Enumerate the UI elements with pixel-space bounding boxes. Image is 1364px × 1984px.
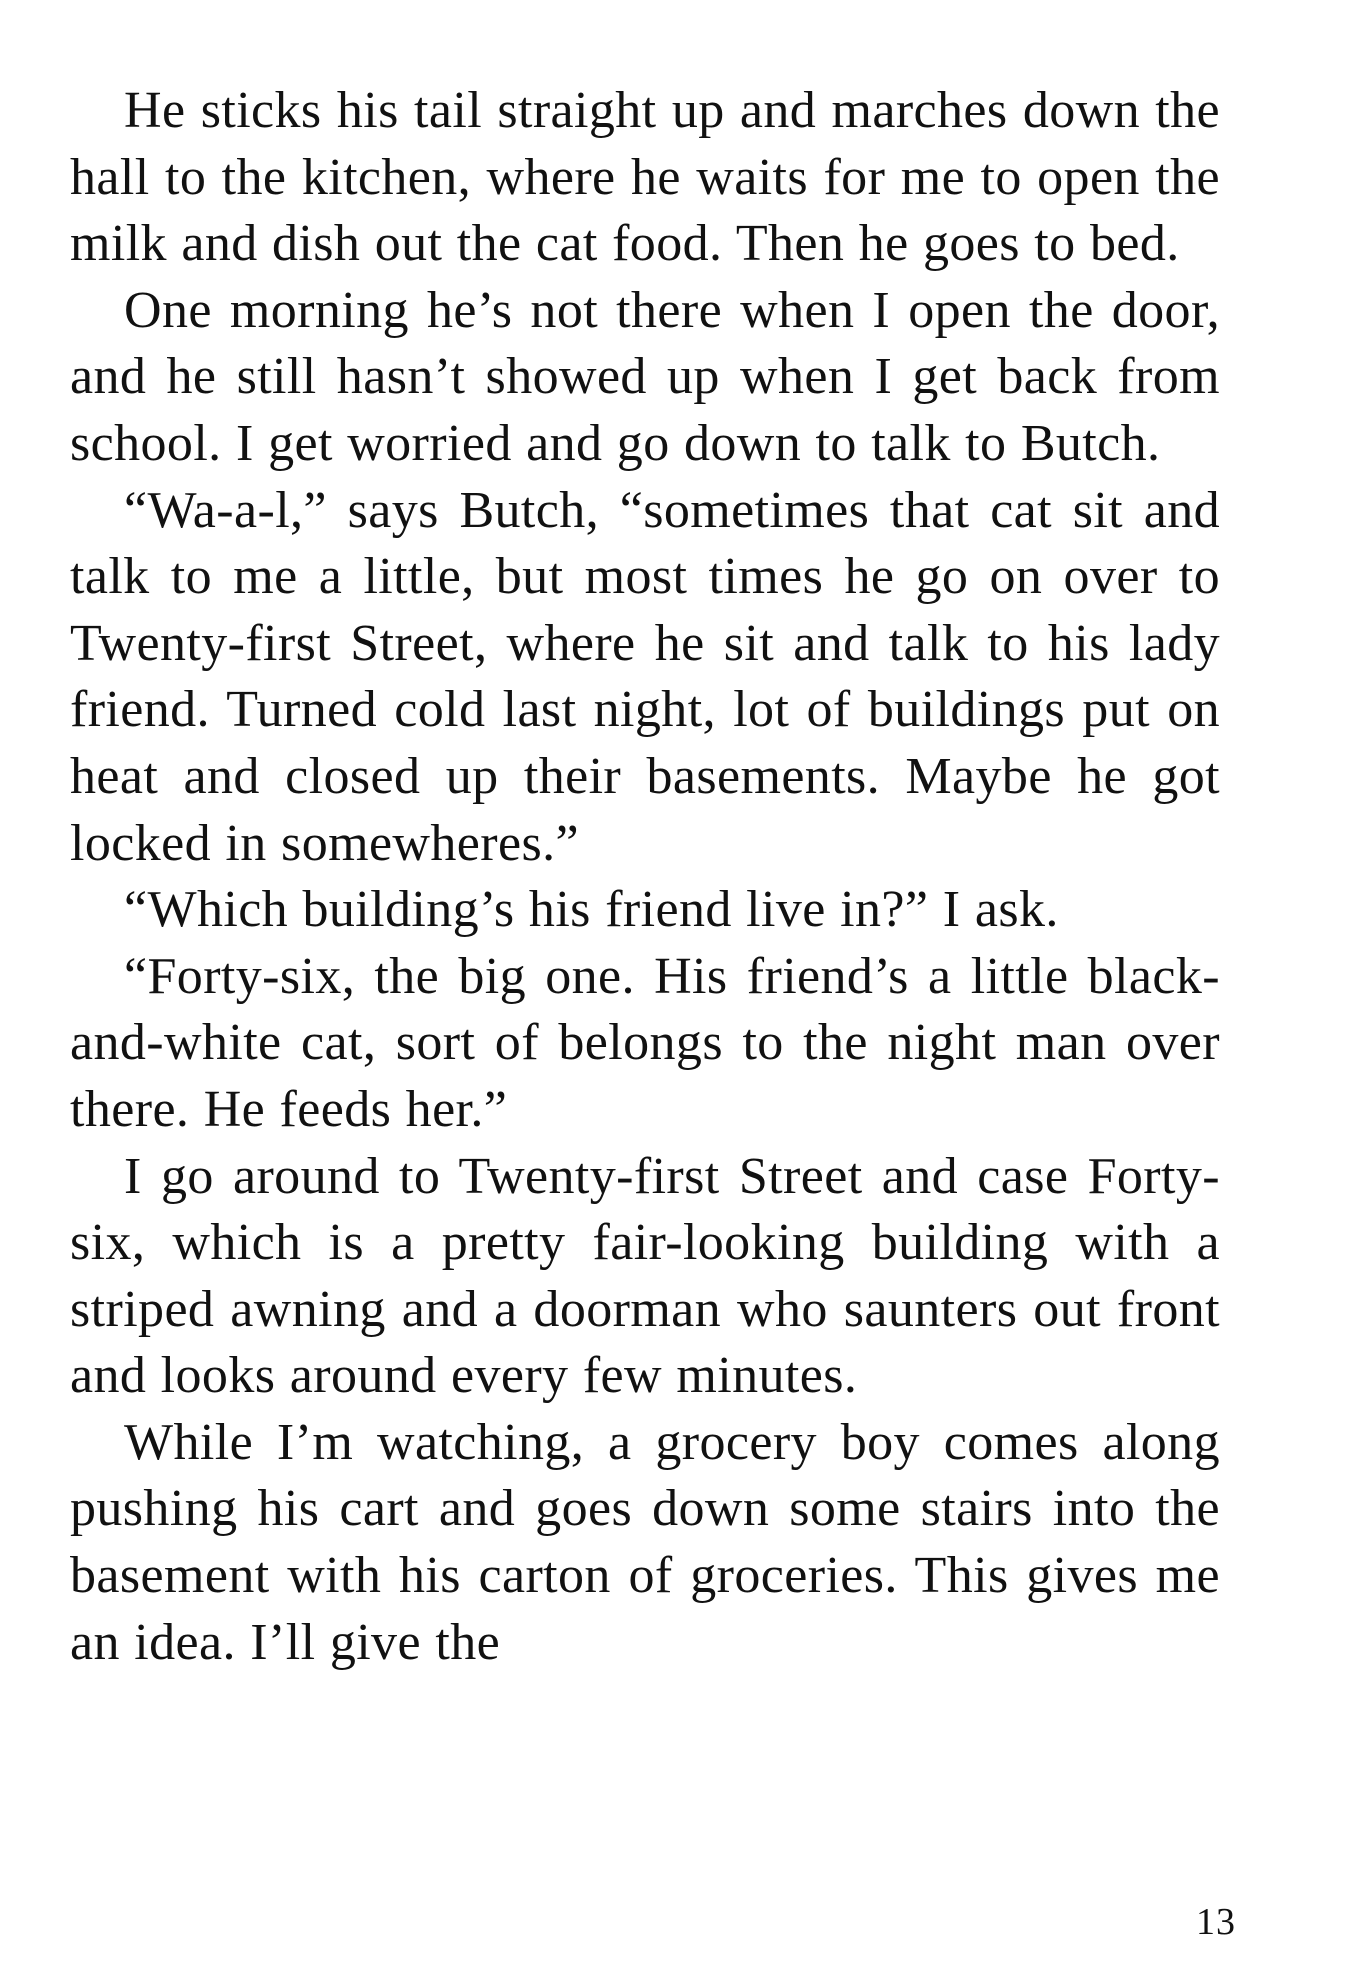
paragraph-4: “Which building’s his friend live in?” I ask.: [124, 881, 1059, 939]
page-number: 13: [1196, 1901, 1236, 1943]
paragraph-6: I go around to Twenty-first Street and case Forty-six, which is a pretty fair-looking building with a striped awning and a doorman who saunters out front and looks around every few minutes.: [70, 1147, 1220, 1405]
paragraph-3: “Wa-a-l,” says Butch, “sometimes that cat sit and talk to me a little, but most times he go on over to Twenty-first Street, where he sit and talk to his lady friend. Turned cold last night, lot of buildings put on heat and closed up their basements. Maybe he got locked in somewheres.”: [70, 481, 1220, 872]
paragraph-5: “Forty-six, the big one. His friend’s a little black-and-white cat, sort of belongs to the night man over there. He feeds her.”: [70, 947, 1220, 1138]
body-text: [70, 78, 1220, 1676]
paragraph-7: While I’m watching, a grocery boy comes along pushing his cart and goes down some stairs into the basement with his carton of groceries. This gives me an idea. I’ll give the: [70, 1413, 1220, 1671]
paragraph-1: He sticks his tail straight up and marches down the hall to the kitchen, where he waits for me to open the milk and dish out the cat food. Then he goes to bed.: [70, 82, 1220, 273]
paragraph-2: One morning he’s not there when I open the door, and he still hasn’t showed up when I get back from school. I get worried and go down to talk to Butch.: [70, 281, 1220, 472]
